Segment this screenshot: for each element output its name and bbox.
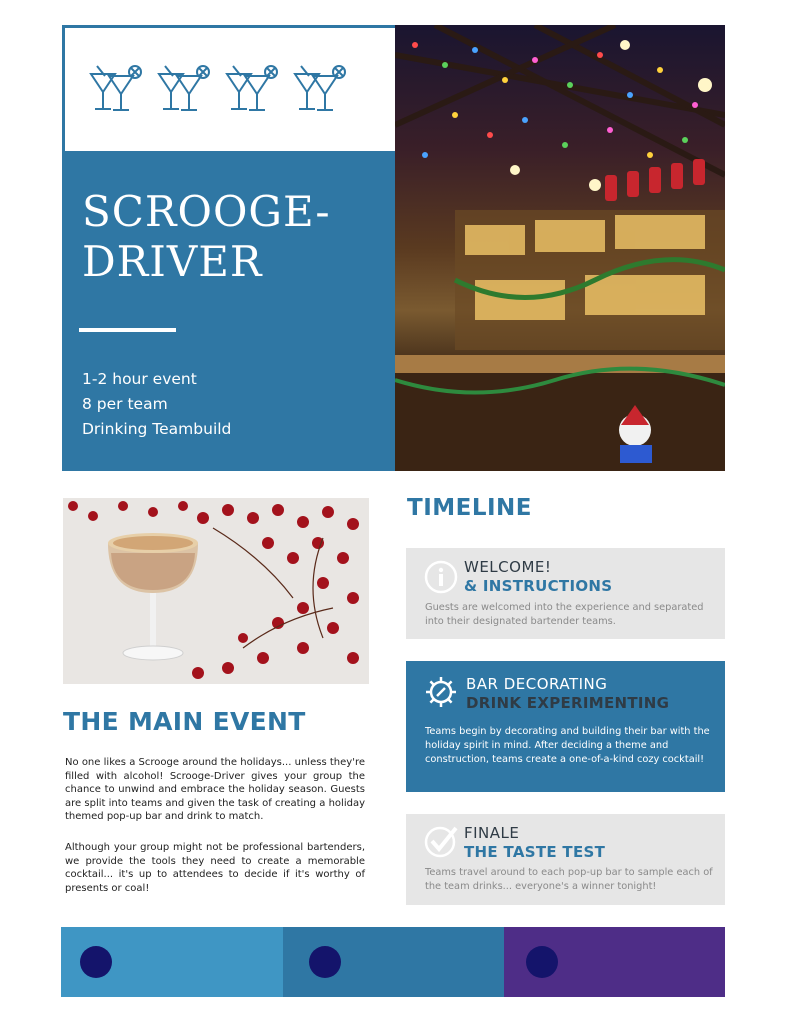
step-title: BAR DECORATING (466, 675, 608, 693)
footer-block-blue (283, 927, 504, 997)
page-title (82, 187, 382, 287)
footer-dot (309, 946, 341, 978)
timeline-heading: TIMELINE (407, 495, 533, 521)
step-subtitle: DRINK EXPERIMENTING (466, 694, 670, 712)
event-type: Drinking Teambuild (82, 420, 232, 438)
info-icon (424, 560, 458, 594)
step-description: Guests are welcomed into the experience and separated into their designated bartender teams. (425, 602, 704, 627)
event-duration: 1-2 hour event (82, 370, 197, 388)
step-description: Teams begin by decorating and building their bar with the holiday spirit in mind. After deciding a theme and construction, teams create a one-of-a-kind cozy cocktail! (425, 726, 710, 765)
step-description: Teams travel around to each pop-up bar to sample each of the team drinks... everyone's a winner tonight! (425, 867, 713, 892)
gear-wrench-icon (424, 675, 458, 709)
footer-dot (80, 946, 112, 978)
team-size: 8 per team (82, 395, 168, 413)
glass-icon-banner (62, 25, 395, 151)
title-divider (79, 328, 176, 332)
timeline-step-bar-decorating (406, 661, 725, 792)
title-line-2: DRIVER (82, 237, 263, 286)
step-title: FINALE (464, 824, 520, 842)
title-panel (62, 151, 395, 471)
step-title: WELCOME! (464, 558, 552, 576)
footer-dot (526, 946, 558, 978)
step-subtitle: THE TASTE TEST (464, 843, 606, 861)
eggnog-cocktail-photo (63, 498, 369, 684)
step-subtitle: & INSTRUCTIONS (464, 577, 613, 595)
martini-glasses-icon (89, 62, 143, 114)
festive-bar-photo (395, 25, 725, 471)
martini-glasses-icon (157, 62, 211, 114)
checkmark-icon (424, 824, 458, 858)
martini-glasses-icon (293, 62, 347, 114)
main-event-paragraph-1: No one likes a Scrooge around the holidays... unless they're filled with alcohol! Scrooge-Driver gives your group the chance to unwind and embrace the holiday season. Guests are split into teams and given the task of creating a holiday themed pop-up bar and drink to match. (65, 757, 365, 822)
martini-glasses-icon (225, 62, 279, 114)
main-event-heading: THE MAIN EVENT (63, 707, 306, 736)
main-event-paragraph-2: Although your group might not be professional bartenders, we provide the tools they need to create a memorable cocktail... it's up to attendees to decide if it's worthy of presents or coal! (65, 842, 365, 894)
timeline-step-welcome (406, 548, 725, 639)
title-line-1: SCROOGE- (82, 187, 331, 236)
footer-block-purple (504, 927, 725, 997)
timeline-step-finale (406, 814, 725, 905)
footer-block-light-blue (61, 927, 283, 997)
